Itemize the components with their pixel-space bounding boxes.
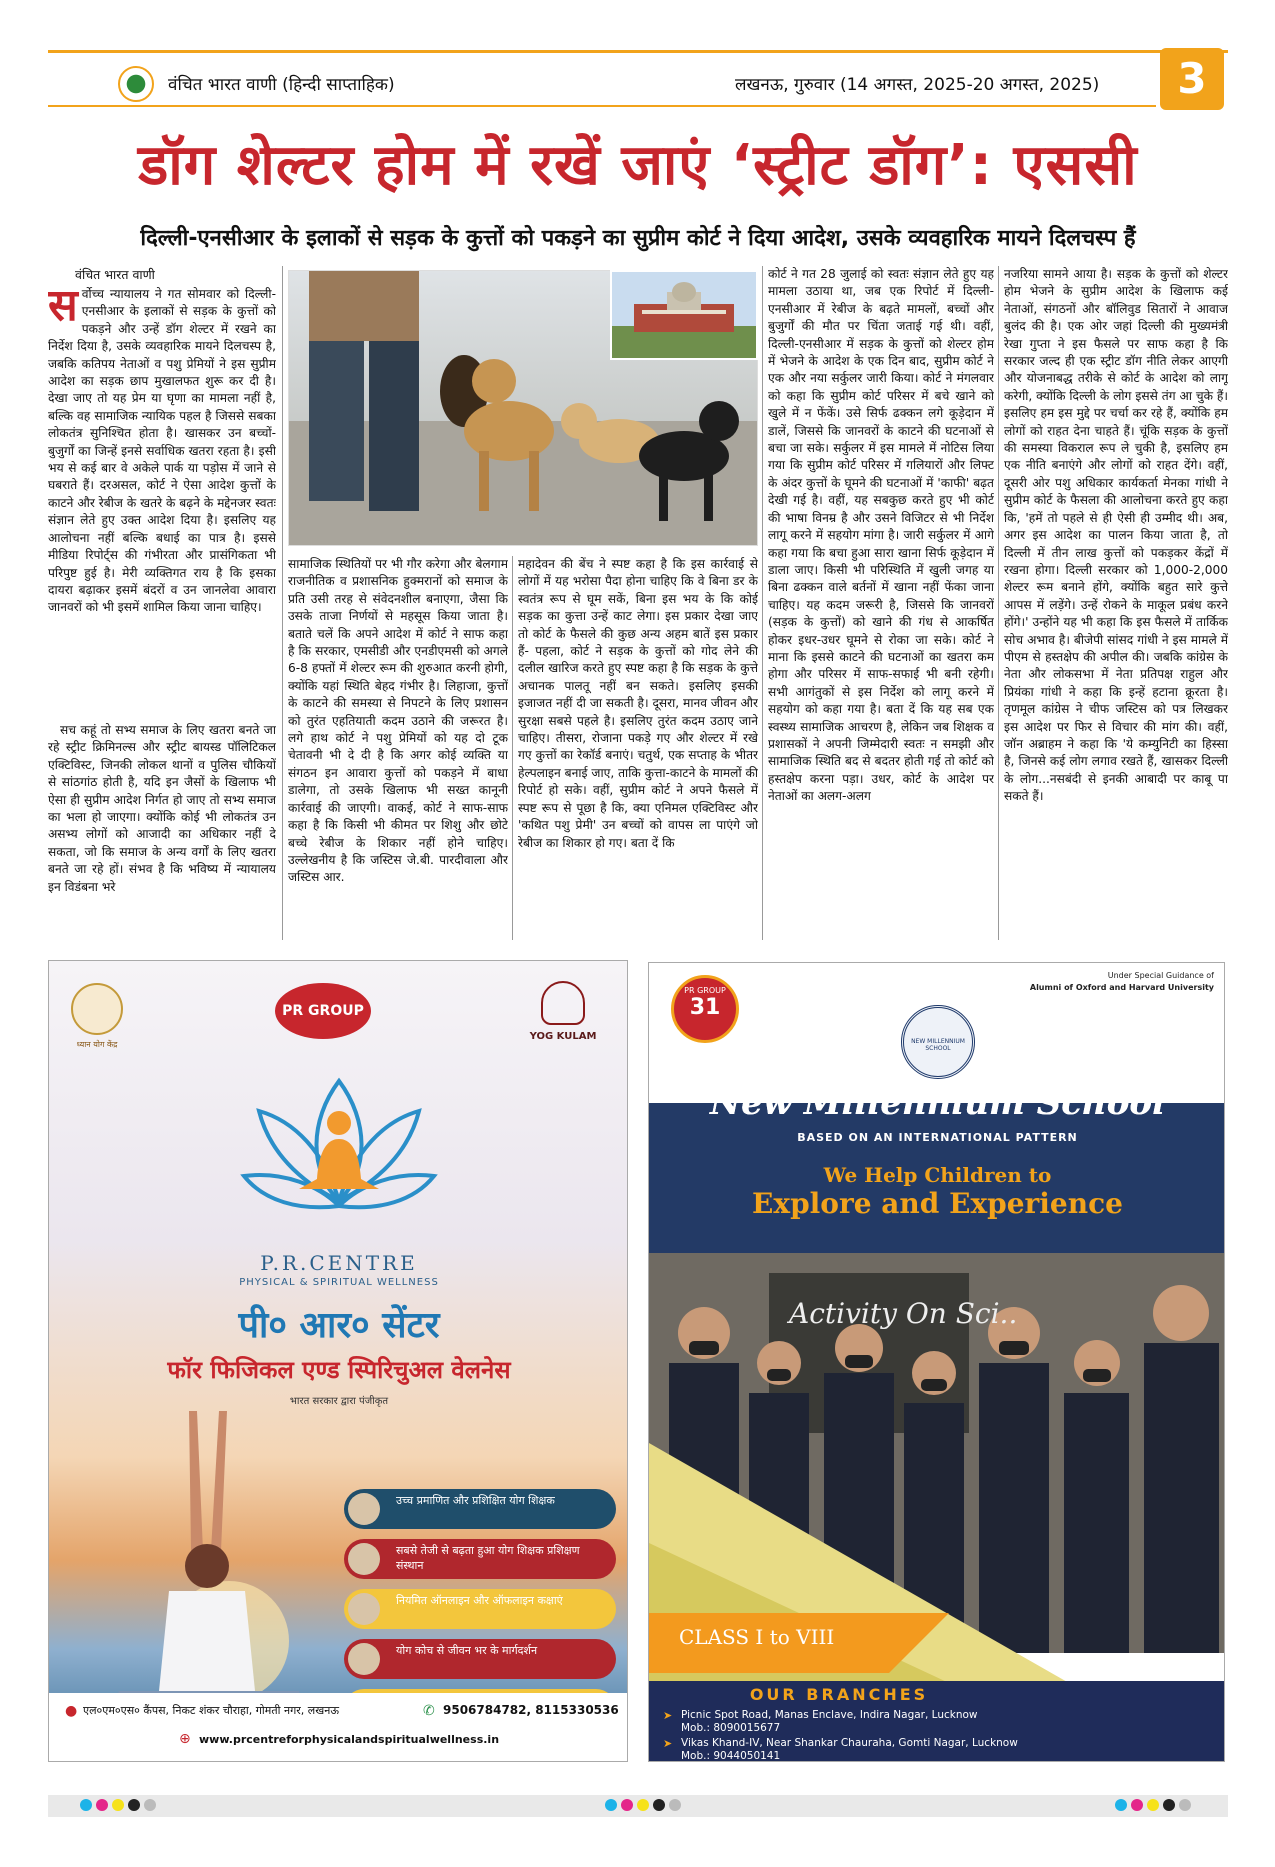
arrow-icon: ➤	[663, 1709, 673, 1722]
branch-1-mobile: Mob.: 8090015677	[681, 1722, 781, 1734]
article-col5-text: नजरिया सामने आया है। सड़क के कुत्तों को शेल्टर होम भेजने के सुप्रीम आदेश के खिलाफ कई नेताओं, संगठनों और बॉलिवुड सितारों ने आवाज बुलंद की है। एक ओर जहां दिल्ली की मुख्यमंत्री रेखा गुप्ता ने इस फैसले पर साफ कहा है कि सरकार जल्द ही एक स्ट्रीट डॉग नीति लेकर आएगी और योजनाबद्ध तरीके से कोर्ट के आदेश को लागू करेगी, क्योंकि दिल्ली के लोग इससे तंग आ चुके हैं। इसलिए हम इस मुद्दे पर चर्चा कर रहे हैं, क्योंकि हम लोगों को राहत देना चाहते हैं। चूंकि सड़क के कुत्तों की समस्या विकराल रूप ले चुकी है, इसलिए हम एक नीति बनाएंगे और लोगों को राहत देंगे। वहीं, दूसरी ओर पशु अधिकार कार्यकर्ता मेनका गांधी ने सुप्रीम कोर्ट के फैसला की आलोचना करते हुए कहा कि, 'हमें तो पहले से ही ऐसी ही उम्मीद थी। अब, अगर इस आदेश का पालन किया जाता है, तो दिल्ली में तीन लाख कुत्तों को पकड़कर केंद्रों में रखना होगा। दिल्ली सरकार को 1,000-2,000 शेल्टर रूम बनाने होंगे, क्योंकि बहुत सारे कुत्ते आपस में लड़ेंगे। उन्हें रोकने के माकूल प्रबंध करने होंगे।' उन्होंने यह भी कहा कि इस फैसले में तार्किक सोच अभाव है। बीजेपी सांसद गांधी ने इस मामले में पीएम से हस्तक्षेप की अपील की। जबकि कांग्रेस के नेता और लोकसभा में नेता प्रतिपक्ष राहुल और प्रियंका गांधी ने कहा कि इन्हें हटाना क्रूरता है। तृणमूल कांग्रेस ने चीफ जस्टिस को पत्र लिखकर इस आदेश पर फिर से विचार की मांग की। वहीं, जॉन अब्राहम ने कहा कि 'ये कम्युनिटी का हिस्सा है, जिनसे कई लोग लगाव रखते हैं, खासकर दिल्ली के लोग...नसबंदी से इनकी आबादी पर काबू पा सकते हैं।	[1004, 267, 1228, 804]
centre-name-en: P.R.CENTRE	[260, 1251, 418, 1275]
pr-group-31-badge	[671, 975, 739, 1043]
article-column-1	[48, 286, 276, 714]
grey-dot-icon	[1179, 1799, 1191, 1811]
feature-item	[344, 1539, 616, 1579]
school-name: New Millennium School	[710, 1083, 1165, 1123]
branch-2-mobile: Mob.: 9044050141	[681, 1750, 781, 1762]
website[interactable]: www.prcentreforphysicalandspiritualwellness.in	[199, 1733, 500, 1746]
location-pin-icon: ●	[65, 1703, 78, 1719]
grey-dot-icon	[669, 1799, 681, 1811]
dateline: लखनऊ, गुरुवार (14 अगस्त, 2025-20 अगस्त, 2025)	[735, 75, 1100, 95]
magenta-dot-icon	[96, 1799, 108, 1811]
feature-text: सबसे तेजी से बढ़ता हुआ योग शिक्षक प्रशिक्षण संस्थान	[396, 1544, 580, 1572]
feature-text: नियमित ऑनलाइन और ऑफलाइन कक्षाएं	[396, 1594, 563, 1607]
article-col1-top: र्वोच्च न्यायालय ने गत सोमवार को दिल्ली-एनसीआर के इलाकों से सड़क के कुत्तों को पकड़ने और उन्हें डॉग शेल्टर में रखने का निर्देश दिया है, उसके व्यवहारिक मायने दिलचस्प है, जबकि कतिपय नेताओं व पशु प्रेमियों ने इस सुप्रीम आदेश का सड़क छाप मुखालफत शुरू कर दी है। देखा जाए तो यह प्रेम या घृणा का मामला नहीं है, बल्कि वह सामाजिक न्यायिक पहल है जिससे सबका लोकतंत्र सुनिश्चित होता है। खासकर उन बच्चों-बुजुर्गों का जिन्हें इनसे सर्वाधिक खतरा रहता है। इसी भय से कई बार वे अकेले पार्क या पड़ोस में जाने से घबराते हैं। दरअसल, कोर्ट ने ऐसा आदेश कुत्तों के काटने और रेबीज के खतरे के बढ़ने के मद्देनजर स्वतः संज्ञान लेते हुए उक्त आदेश दिया है। इसलिए यह आलोचना नहीं बल्कि बधाई का पात्र है। इससे मीडिया रिपोर्ट्स की गंभीरता और प्रासंगिकता भी परिपुष्ट हुई है। मेरी व्यक्तिगत राय है कि इसका दायरा बढ़ाकर इसमें बंदरों व उन जानलेवा आवारा जानवरों को भी इसमें शामिल किया जाना चाहिए।	[48, 287, 276, 615]
branch-1-address: Picnic Spot Road, Manas Enclave, Indira Nagar, Lucknow	[681, 1709, 978, 1721]
class-range: CLASS I to VIII	[679, 1625, 835, 1649]
registration-dots-left	[80, 1799, 156, 1811]
column-divider	[998, 266, 999, 940]
magenta-dot-icon	[621, 1799, 633, 1811]
whatsapp-icon: ✆	[423, 1703, 435, 1719]
address: एल०एम०एस० कैंपस, निकट शंकर चौराहा, गोमती नगर, लखनऊ	[83, 1704, 339, 1717]
guidance-line-2: Alumni of Oxford and Harvard University	[1029, 983, 1214, 992]
pr-centre-advertisement	[48, 960, 628, 1762]
article-col1-bottom: सच कहूं तो सभ्य समाज के लिए खतरा बनते जा रहे स्ट्रीट क्रिमिनल्स और स्ट्रीट बायस्ड पॉलिटिकल एक्टिविस्ट, जिनकी लोकल थानों व पुलिस चौकियों से सांठगांठ होती है, यदि इन जैसों के खिलाफ भी ऐसा ही सुप्रीम आदेश निर्गत हो जाए तो सभ्य समाज का भला हो जाएगा। क्योंकि कोई भी लोकतंत्र उन असभ्य लोगों को आजादी का अधिकार नहीं दे सकता, जो कि समाज के अन्य वर्गों के लिए खतरा बनते जा रहे हों। संभव है कि भविष्य में न्यायालय इन विडंबना भरे	[48, 723, 276, 894]
registration-dots-right	[1115, 1799, 1191, 1811]
new-millennium-school-advertisement	[648, 962, 1225, 1762]
article-col4-text: कोर्ट ने गत 28 जुलाई को स्वतः संज्ञान लेते हुए यह मामला उठाया था, जब एक रिपोर्ट में दिल्ली-एनसीआर में रेबीज के बढ़ते मामलों, बच्चों और बुजुर्गों की मौत पर चिंता जताई गई थी। वहीं, दिल्ली-एनसीआर में सड़क के कुत्तों को शेल्टर होम में भेजने के आदेश के एक दिन बाद, सुप्रीम कोर्ट ने एक और नया सर्कुलर जारी किया। कोर्ट ने मंगलवार को कहा कि सुप्रीम कोर्ट परिसर में बचे खाने को खुले में न फेंकें। उसे सिर्फ ढक्कन लगे कूड़ेदान में डालें, जिससे कि जानवरों के काटने की घटनाओं से बचा जा सके। सर्कुलर में इस मामले में नोटिस लिया गया कि सुप्रीम कोर्ट परिसर में गलियारों और लिफ्ट के अंदर कुत्तों के घूमने की घटनाओं में 'काफी' बढ़त देखी गई है। वहीं, यह सबकुछ करते हुए भी कोर्ट की भाषा विनम्र है और उसने विजिटर से भी निर्देश लागू करने में सहयोग मांगा है। जारी सर्कुलर में आगे कहा गया कि बचा हुआ सारा खाना सिर्फ कूड़ेदान में डाला जाए। किसी भी परिस्थिति में खुली जगह या बिना ढक्कन वाले बर्तनों में खाना नहीं फेंका जाना चाहिए। यह कदम जरूरी है, जिससे कि जानवरों (सड़क के कुत्तों) को खाने की गंध से आकर्षित होकर इधर-उधर घूमने से रोका जा सके। कोर्ट ने माना कि इससे काटने की घटनाओं का खतरा कम होगा और परिसर में साफ-सफाई भी बनी रहेगी। सभी आगंतुकों से इस निर्देश को लागू करने में सहयोग को कहा गया है। बता दें कि यह सब एक स्वस्थ्य सामाजिक आचरण है, लेकिन जब शिक्षक व प्रशासकों ने अपनी जिम्मेदारी स्वतः न समझी और सामाजिक स्थिति बद से बदतर होती गई तो कोर्ट को हस्तक्षेप करना पड़ा। उधर, कोर्ट के आदेश पर नेताओं का अलग-अलग	[768, 267, 994, 804]
article-col2-text: सामाजिक स्थितियों पर भी गौर करेगा और बेलगाम राजनीतिक व प्रशासनिक हुक्मरानों को समाज के प्रति उसी तरह से संवेदनशील बनाएगा, जैसा कि उसके ताजा निर्णयों से महसूस किया जाता है। बताते चलें कि अपने आदेश में कोर्ट ने साफ कहा है कि सरकार, एमसीडी और एनडीएमसी को अगले 6-8 हफ्तों में शेल्टर रूम की शुरुआत करनी होगी, क्योंकि यहां स्थिति बेहद गंभीर है। लिहाजा, कुत्तों के काटने की समस्या से निपटने के लिए प्रशासन को तुरंत एहतियाती कदम उठाने की जरूरत है। लगे हाथ कोर्ट ने पशु प्रेमियों को यह दो टूक चेतावनी भी दे दी है कि अगर कोई व्यक्ति या संगठन इन आवारा कुत्तों को पकड़ने में बाधा डालेगा, तो उसके खिलाफ भी सख्त कानूनी कार्रवाई की जाएगी। वाकई, कोर्ट ने साफ-साफ कहा है कि किसी भी कीमत पर शिशु और छोटे बच्चे रेबीज के शिकार नहीं होने चाहिए। उल्लेखनीय है कि जस्टिस जे.बी. पारदीवाला और जस्टिस आर.	[288, 557, 508, 885]
cyan-dot-icon	[605, 1799, 617, 1811]
feature-photo-icon	[348, 1593, 380, 1625]
school-seal-icon: NEW MILLENNIUM SCHOOL	[901, 1005, 975, 1079]
yellow-dot-icon	[1147, 1799, 1159, 1811]
feature-item	[344, 1639, 616, 1679]
article-column-1-bottom	[48, 722, 276, 940]
column-divider	[282, 266, 283, 940]
centre-tagline-hi: फॉर फिजिकल एण्ड स्पिरिचुअल वेलनेस	[167, 1356, 511, 1384]
page-number: 3	[1160, 48, 1224, 110]
supreme-court-photo	[610, 270, 758, 360]
help-line: We Help Children to	[823, 1163, 1052, 1187]
black-dot-icon	[1163, 1799, 1175, 1811]
pr-group-logo: PR GROUP	[275, 983, 371, 1039]
article-col3-text: महादेवन की बेंच ने स्पष्ट कहा है कि इस कार्रवाई से लोगों में यह भरोसा पैदा होना चाहिए कि वे बिना डर के स्वतंत्र रूप से घूम सकें, बिना इस भय के कि कोई सड़क का कुत्ता उन्हें काट लेगा। इस प्रकार देखा जाए तो कोर्ट के फैसले की कुछ अन्य अहम बातें इस प्रकार हैं- पहला, कोर्ट ने सड़क के कुत्तों को गोद लेने की दलील खारिज करते हुए स्पष्ट कहा है कि सड़क के कुत्ते अचानक पालतू नहीं बन सकते। इसलिए इसकी इजाजत नहीं दी जा सकती है। दूसरा, मानव जीवन और सुरक्षा सबसे पहले है। इसलिए तुरंत कदम उठाए जाने चाहिए। तीसरा, रोजाना पकड़े गए और शेल्टर में रखे गए कुत्तों का रेकॉर्ड बनाएं। चतुर्थ, एक सप्ताह के भीतर हेल्पलाइन बनाई जाए, ताकि कुत्ता-काटने के मामलों की रिपोर्ट हो सके। वहीं, सुप्रीम कोर्ट ने अपने फैसले में स्पष्ट रूप से पूछा है कि, क्या एनिमल एक्टिविस्ट और 'कथित पशु प्रेमी' उन बच्चों को वापस ला पाएंगे जो रेबीज का शिकार हो गए। बता दें कि	[518, 557, 758, 850]
registered-note: भारत सरकार द्वारा पंजीकृत	[289, 1396, 389, 1407]
branch-2-address: Vikas Khand-IV, Near Shankar Chauraha, Gomti Nagar, Lucknow	[681, 1737, 1018, 1749]
registration-dots-center	[605, 1799, 681, 1811]
magenta-dot-icon	[1131, 1799, 1143, 1811]
contact-bar	[49, 1693, 628, 1762]
article-column-3	[518, 556, 758, 944]
paper-name: वंचित भारत वाणी (हिन्दी साप्ताहिक)	[168, 75, 395, 95]
feature-photo-icon	[348, 1643, 380, 1675]
drop-cap: स	[48, 286, 78, 331]
branches-title: OUR BRANCHES	[749, 1685, 929, 1704]
article-column-4	[768, 266, 994, 944]
centre-tagline-en: PHYSICAL & SPIRITUAL WELLNESS	[239, 1277, 439, 1288]
subheadline: दिल्ली-एनसीआर के इलाकों से सड़क के कुत्तों को पकड़ने का सुप्रीम कोर्ट ने दिया आदेश, उसके व्यवहारिक मायने दिलचस्प हैं	[140, 226, 1136, 251]
seal-caption: ध्यान योग केंद्र	[76, 1040, 118, 1049]
header-top-line	[48, 50, 1228, 53]
feature-text: योग कोच से जीवन भर के मार्गदर्शन	[396, 1644, 538, 1657]
cyan-dot-icon	[80, 1799, 92, 1811]
grey-dot-icon	[144, 1799, 156, 1811]
feature-photo-icon	[348, 1493, 380, 1525]
badge-label: PR GROUP	[684, 986, 726, 995]
globe-icon: ⊕	[179, 1731, 191, 1747]
black-dot-icon	[653, 1799, 665, 1811]
arrow-icon: ➤	[663, 1737, 673, 1750]
byline: वंचित भारत वाणी	[75, 267, 155, 282]
black-dot-icon	[128, 1799, 140, 1811]
yog-kulam-logo-icon	[541, 981, 585, 1025]
cyan-dot-icon	[1115, 1799, 1127, 1811]
badge-year: 31	[689, 995, 721, 1020]
article-column-5	[1004, 266, 1228, 944]
school-subtitle: BASED ON AN INTERNATIONAL PATTERN	[797, 1131, 1078, 1144]
guidance-line-1: Under Special Guidance of	[1107, 971, 1214, 980]
article-column-2	[288, 556, 508, 944]
yellow-dot-icon	[637, 1799, 649, 1811]
headline: डॉग शेल्टर होम में रखें जाएं ‘स्ट्रीट डॉग’: एससी	[138, 133, 1138, 198]
yellow-dot-icon	[112, 1799, 124, 1811]
column-divider	[512, 556, 513, 940]
feature-text: उच्च प्रमाणित और प्रशिक्षित योग शिक्षक	[396, 1494, 555, 1507]
lotus-meditation-icon	[239, 1061, 439, 1231]
column-divider	[762, 266, 763, 940]
chalkboard-text: Activity On Sci..	[789, 1297, 1018, 1330]
feature-item	[344, 1589, 616, 1629]
explore-line: Explore and Experience	[752, 1187, 1123, 1220]
phone-numbers: 9506784782, 8115330536	[443, 1703, 619, 1717]
yog-kulam-label: YOG KULAM	[529, 1031, 597, 1042]
centre-name-hi: पी० आर० सेंटर	[238, 1305, 440, 1346]
feature-photo-icon	[348, 1543, 380, 1575]
feature-item	[344, 1489, 616, 1529]
dhyan-seal-icon	[71, 983, 123, 1035]
emblem-logo-icon	[118, 66, 154, 102]
